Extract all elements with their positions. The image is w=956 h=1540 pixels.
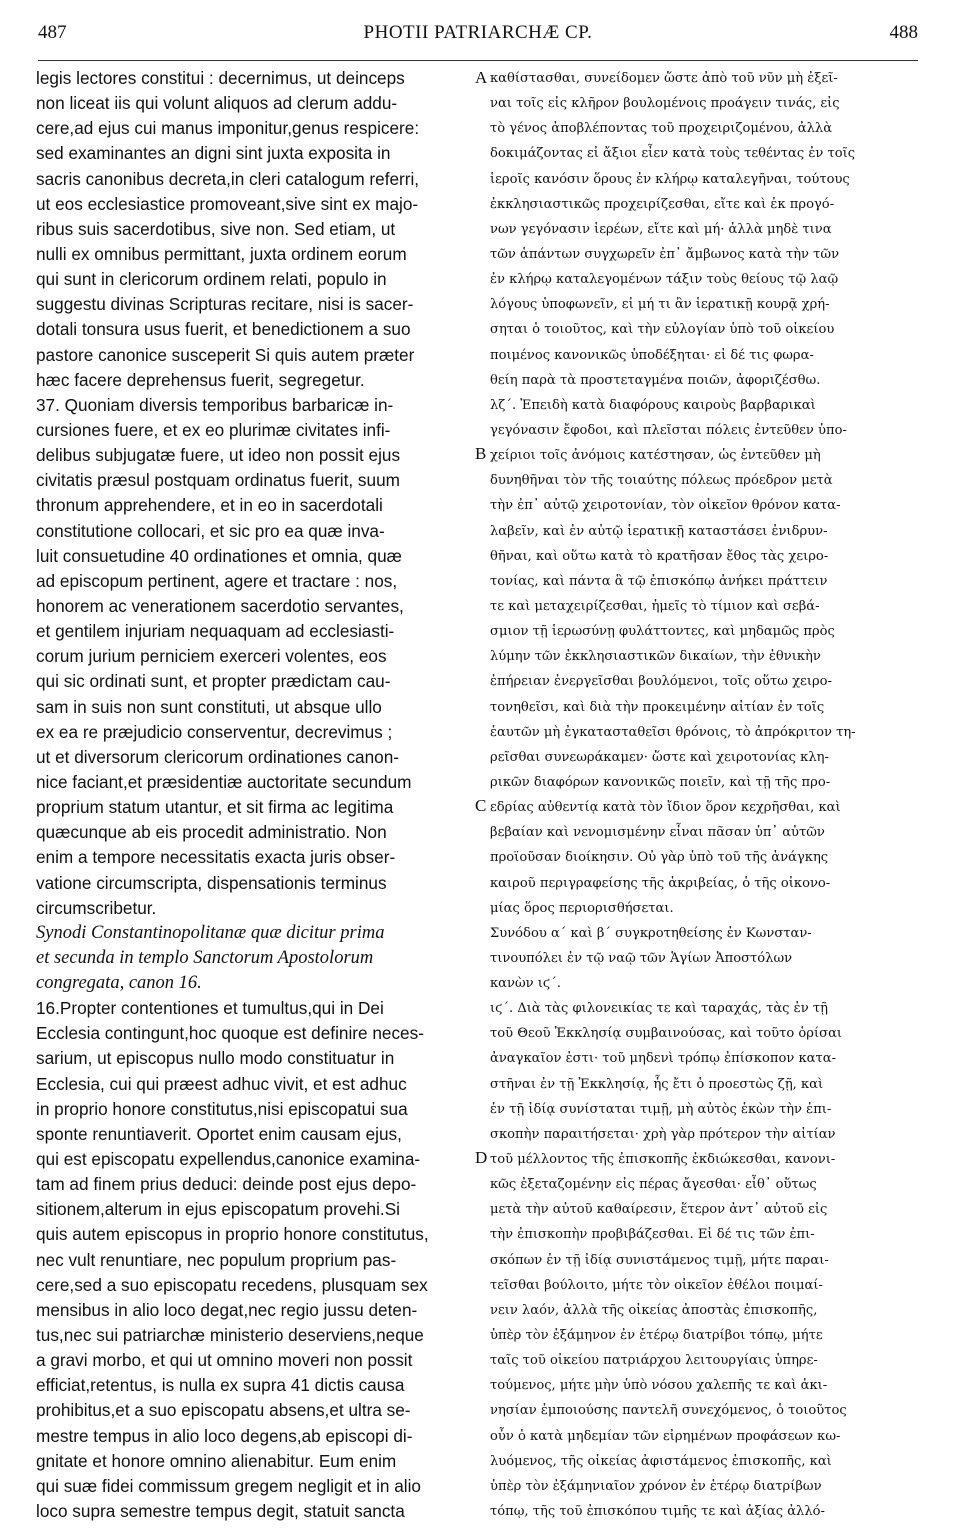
text-line: non liceat iis qui volunt aliquos ad clerum addu- [36,93,398,114]
text-line: ribus suis sacerdotibus, sive non. Sed etiam, ut [36,218,396,239]
margin-letter-a: A [475,68,488,87]
text-line: sarium, ut episcopus nullo modo constituatur in [36,1048,395,1069]
text-line: σμιον τῇ ἱερωσύνῃ φυλάττοντες, καὶ μηδαμῶς πρὸς [490,624,835,640]
page-header [38,12,918,52]
text-line: civitatis præsul postquam ordinatus fuerit, suum [36,470,400,491]
text-line: sponte renuntiaverit. Oportet enim causam ejus, [36,1123,402,1144]
text-line: et secunda in templo Sanctorum Apostolorum [36,947,374,968]
text-line: 37. Quoniam diversis temporibus barbaricæ in- [36,394,394,415]
text-line: στῆναι ἐν τῇ Ἐκκλησίᾳ, ἧς ἔτι ὁ προεστὼς ζῇ, καὶ [490,1076,824,1092]
text-line: efficiat,retentus, is nulla ex supra 41 dictis causa [36,1375,405,1396]
text-line: nulli ex omnibus permittant, juxta ordinem eorum [36,243,407,264]
text-line: qui sic ordinati sunt, et propter prædictam cau- [36,671,391,692]
text-line: βεβαίαν καὶ νενομισμένην εἶναι πᾶσαν ὑπ᾽ αὐτῶν [490,825,825,841]
text-line: loco supra semestre tempus degit, statuit sancta [36,1501,405,1522]
text-line: cursiones fuere, et ex eo plurimæ civitates infi- [36,419,391,440]
text-line: χείριοι τοῖς ἀνόμοις κατέστησαν, ὡς ἐντεῦθεν μὴ [490,448,821,464]
text-line: τινουπόλει ἐν τῷ ναῷ τῶν Ἁγίων Ἀποστόλων [490,950,793,966]
text-line: δυνηθῆναι τὸν τῆς τοιαύτης πόλεως πρόεδρον μετὰ [490,473,833,489]
running-title: PHOTII PATRIARCHÆ CP. [363,22,593,43]
text-line: tus,nec sui patriarchæ ministerio deserviens,neque [36,1325,424,1346]
text-line: θῆναι, καὶ οὕτω κατὰ τὸ κρατῆσαν ἔθος τὰς χειρο- [490,548,829,564]
text-line: ex ea re præjudicio conserventur, decrevimus ; [36,721,393,742]
text-line: prohibitus,et a suo episcopatu absens,et ultra se- [36,1400,411,1421]
text-line: κῶς ἐξεταζομένην εἰς πέρας ἄγεσθαι· εἶθ᾽ οὕτως [490,1177,817,1193]
text-line: μίας ὅρος περιορισθήσεται. [490,900,674,916]
text-line: ναι τοῖς εἰς κλῆρον βουλομένοις προάγειν τινάς, εἰς [490,96,840,112]
page-number-right: 488 [889,22,918,43]
text-line: ἀναγκαῖον ἐστι· τοῦ μηδενὶ τρόπῳ ἐπίσκοπον κατα- [490,1051,837,1067]
text-line: delibus subjugatæ fuere, ut ideo non possit ejus [36,445,401,466]
text-line: congregata, canon 16. [36,973,202,994]
text-line: μετὰ τὴν αὐτοῦ καθαίρεσιν, ἕτερον ἀντ᾽ αὐτοῦ εἰς [490,1202,828,1218]
text-line: τοῦ μέλλοντος τῆς ἐπισκοπῆς ἐκδιώκεσθαι, κανονι- [490,1152,836,1168]
text-line: καθίστασθαι, συνείδομεν ὥστε ἀπὸ τοῦ νῦν μὴ ἐξεῖ- [490,71,838,86]
text-line: δοκιμάζοντας εἰ ἄξιοι εἶεν κατὰ τοὺς τεθέντας ἐν τοῖς [490,146,856,162]
text-line: προϊοῦσαν διοίκησιν. Οὐ γὰρ ὑπὸ τοῦ τῆς ἀνάγκης [490,850,829,866]
text-line: mestre tempus in alio loco degens,ab episcopi di- [36,1425,413,1446]
text-line: sed examinantes an digni sint juxta exposita in [36,143,391,164]
text-line: εδρίας αὐθεντίᾳ κατὰ τὸν ἴδιον ὅρον κεχρῆσθαι, καὶ [490,800,841,816]
text-line: quis autem episcopus in proprio honore constitutus, [36,1224,429,1245]
text-line: τὴν ἐπισκοπὴν προβιβάζεσθαι. Εἰ δέ τις τῶν ἐπι- [490,1227,815,1243]
text-line: sam in suis non sunt constituti, ut absque ullo [36,696,382,717]
text-line: νειν λαόν, ἀλλὰ τῆς οἰκείας ἀποστὰς ἐπισκοπῆς, [490,1302,818,1318]
text-line: proprium statum utantur, et sit firma ac legitima [36,797,394,818]
text-line: constitutione collocari, et sic pro ea quæ inva- [36,520,385,541]
text-line: corum jurium perniciem exerceri volentes, eos [36,646,387,667]
text-line: ut et diversorum clericorum ordinationes canon- [36,746,400,767]
text-line: ut eos ecclesiastice promoveant,sive sint ex majo- [36,193,419,214]
text-line: λζ΄. Ἐπειδὴ κατὰ διαφόρους καιροὺς βαρβαρικαὶ [490,397,816,413]
text-line: nice faciant,et præsidentiæ auctoritate secundum [36,771,412,792]
text-line: ἱεροῖς κανόσιν ὅρους ἐν κλήρῳ καταλεγῆναι, τούτους [490,171,850,187]
text-line: τὸ γένος ἀποβλέποντας τοῦ προχειριζομένου, ἀλλὰ [490,121,833,137]
text-line: gnitate et honore omnino alienabitur. Eum enim [36,1450,397,1471]
text-line: hæc facere deprehensus fuerit, segregetur. [36,369,365,390]
text-line: legis lectores constitui : decernimus, ut deinceps [36,68,405,88]
text-line: ad episcopum pertinent, agere et tractare : nos, [36,570,398,591]
margin-letter-d: D [475,1148,488,1167]
text-line: τῶν ἁπάντων συγχωρεῖν ἐπ᾽ ἄμβωνος κατὰ τὴν τῶν [490,246,840,262]
text-line: γεγόνασιν ἔφοδοι, καὶ πλεῖσται πόλεις ἐντεῦθεν ὑπο- [490,422,847,438]
text-line: suggestu divinas Scripturas recitare, nisi is sacer- [36,294,414,315]
text-line: λύμην τῶν ἐκκλησιαστικῶν δικαίων, τὴν ἐθνικὴν [490,649,821,665]
text-line: ἐν κλήρῳ καταλεγομένων τάξιν τοὺς θείους τῷ λαῷ [490,272,839,288]
text-line: ἐν τῇ ἰδίᾳ συνίσταται τιμῇ, μὴ αὐτὸς ἑκὼν τὴν ἐπι- [490,1101,832,1117]
text-line: Synodi Constantinopolitanæ quæ dicitur prima [36,922,385,943]
text-line: et gentilem injuriam nequaquam ad ecclesiasti- [36,621,395,642]
text-line: mensibus in alio loco degat,nec regio jussu deten- [36,1299,418,1320]
margin-letter-c: C [475,796,487,815]
text-line: Ecclesia, cui qui præest adhuc vivit, et est adhuc [36,1073,407,1094]
text-line: dotali tonsura usus fuerit, et benedictionem a suo [36,319,411,340]
text-line: thronum apprehendere, et in eo in sacerdotali [36,495,383,516]
text-line: λυόμενος, τῆς οἰκείας ἀφιστάμενος ἐπισκοπῆς, καὶ [490,1453,832,1469]
greek-column [490,66,922,1524]
latin-column [36,66,474,1524]
text-line: sacris canonibus decreta,in cleri catalogum referri, [36,168,420,189]
text-line: ποιμένος κανονικῶς ὑποδέξηται· εἰ δέ τις φωρα- [490,347,814,363]
text-line: pastore canonice susceperit Si quis autem præter [36,344,415,365]
text-line: ταῖς τοῦ οἰκείου πατριάρχου λειτουργίαις ὑπηρε- [490,1353,818,1369]
text-line: λόγους ὑποφωνεῖν, εἰ μή τι ἂν ἱερατικῇ κουρᾷ χρή- [490,297,830,313]
text-line: ιϛ΄. Διὰ τὰς φιλονεικίας τε καὶ ταραχάς, τὰς ἐν τῇ [490,1001,828,1017]
text-line: λαβεῖν, καὶ ἐν αὐτῷ ἱερατικῇ καταστάσει ἐνιδρυν- [490,523,828,539]
text-line: 16.Propter contentiones et tumultus,qui in Dei [36,998,384,1019]
text-line: ὑπὲρ τὸν ἐξάμηνον ἐν ἑτέρῳ διατρίβοι τόπῳ, μήτε [490,1328,823,1344]
text-line: circumscribetur. [36,897,157,918]
text-line: σηται ὁ τοιοῦτος, καὶ τὴν εὐλογίαν ὑπὸ τοῦ οἰκείου [490,322,835,338]
text-line: τόπῳ, τῆς τοῦ ἐπισκόπου τιμῆς τε καὶ ἀξίας ἀλλό- [490,1504,825,1520]
text-line: luit consuetudine 40 ordinationes et omnia, quæ [36,545,402,566]
text-line: ἑαυτῶν μὴ ἐγκατασταθεῖσι θρόνοις, τὸ ἀπρόκριτον τη- [490,724,856,740]
text-line: a gravi morbo, et qui ut omnino moveri non possit [36,1350,413,1371]
text-line: honorem ac venerationem sacerdotio servantes, [36,595,404,616]
text-line: τὴν ἐπ᾽ αὐτῷ χειροτονίαν, τὸν οἰκεῖον θρόνον κατα- [490,498,841,514]
text-line: νων γεγόνασιν ἱερέων, εἴτε καὶ μή· ἀλλὰ μηδὲ τινα [490,221,832,237]
text-line: cere,sed a suo episcopatu recedens, plusquam sex [36,1274,428,1295]
text-line: ἐκκλησιαστικῶς προχειρίζεσθαι, εἴτε καὶ ἐκ προγό- [490,196,835,212]
text-line: οὖν ὁ κατὰ μηδεμίαν τῶν εἰρημένων προφάσεων κω- [490,1428,841,1444]
text-line: enim a tempore necessitatis exacta juris obser- [36,847,396,868]
text-line: νησίαν ἐμποιούσης παντελῆ συνεχόμενος, ὁ τοιοῦτος [490,1403,847,1419]
text-line: σκοπὴν παραιτήσεται· χρὴ γὰρ πρότερον τὴν αἰτίαν [490,1126,836,1142]
text-line: ὑπὲρ τὸν ἐξάμηνιαῖον χρόνον ἐν ἑτέρῳ διατρίβων [490,1478,822,1494]
text-line: τοῦ Θεοῦ Ἐκκλησίᾳ συμβαινούσας, καὶ τοῦτο ὁρίσαι [490,1026,843,1042]
text-line: ρεῖσθαι συνεωράκαμεν· ὥστε καὶ χειροτονίας κλη- [490,749,829,765]
text-line: qui sunt in clericorum ordinem relati, populo in [36,269,387,290]
text-line: τονηθεῖσι, καὶ διὰ τὴν προκειμένην αἰτίαν ἐν τοῖς [490,699,825,715]
margin-letter-b: B [475,444,487,463]
text-line: τονίας, καὶ πάντα ἃ τῷ ἐπισκόπῳ ἀνήκει πράττειν [490,573,828,589]
text-line: quæcunque ab eis procedit administratio. Non [36,822,387,843]
text-line: τούμενος, μήτε μὴν ὑπὸ νόσου χαλεπῆς τε καὶ ἀκι- [490,1378,828,1394]
text-line: σκόπων ἐν τῇ ἰδίᾳ συνιστάμενος τιμῇ, μήτε παραι- [490,1252,829,1268]
text-line: vatione circumscripta, dispensationis terminus [36,872,387,893]
text-line: Συνόδου α΄ καὶ β΄ συγκροτηθείσης ἐν Κωνσταν- [490,925,812,941]
text-line: τε καὶ μεταχειρίζεσθαι, ἡμεῖς τὸ τίμιον καὶ σεβά- [490,598,820,614]
text-line: κανὼν ιϛ΄. [490,976,561,992]
text-line: τεῖσθαι βούλοιτο, μήτε τὸν οἰκεῖον ἐθέλοι ποιμαί- [490,1277,823,1293]
text-line: θείη παρὰ τὰ προστεταγμένα ποιῶν, ἀφοριζέσθω. [490,372,821,388]
text-line: cere,ad ejus cui manus imponitur,genus respicere: [36,118,420,139]
text-line: ἐπήρειαν ἐνεργεῖσθαι βουλόμενοι, τοῖς οὕτω χειρο- [490,674,832,690]
text-line: καιροῦ περιγραφείσης τῆς ἀκριβείας, ὁ τῆς οἰκονο- [490,875,831,891]
text-line: nec vult renuntiare, nec populum proprium pas- [36,1249,397,1270]
text-line: sitionem,alterum in ejus episcopatum provehi.Si [36,1199,400,1220]
text-line: tam ad finem prius deduci: deinde post ejus depo- [36,1174,417,1195]
text-line: qui est episcopatu expellendus,canonice examina- [36,1149,421,1170]
text-line: qui suæ fidei commissum gregem negligit et in alio [36,1475,421,1496]
text-line: ρικῶν διαφόρων κανονικῶς ποιεῖν, καὶ τῇ τῆς προ- [490,774,831,790]
header-rule [38,60,918,61]
page-number-left: 487 [38,22,67,43]
text-line: in proprio honore constitutus,nisi episcopatui sua [36,1098,408,1119]
text-line: Ecclesia contingunt,hoc quoque est definire neces- [36,1023,424,1044]
